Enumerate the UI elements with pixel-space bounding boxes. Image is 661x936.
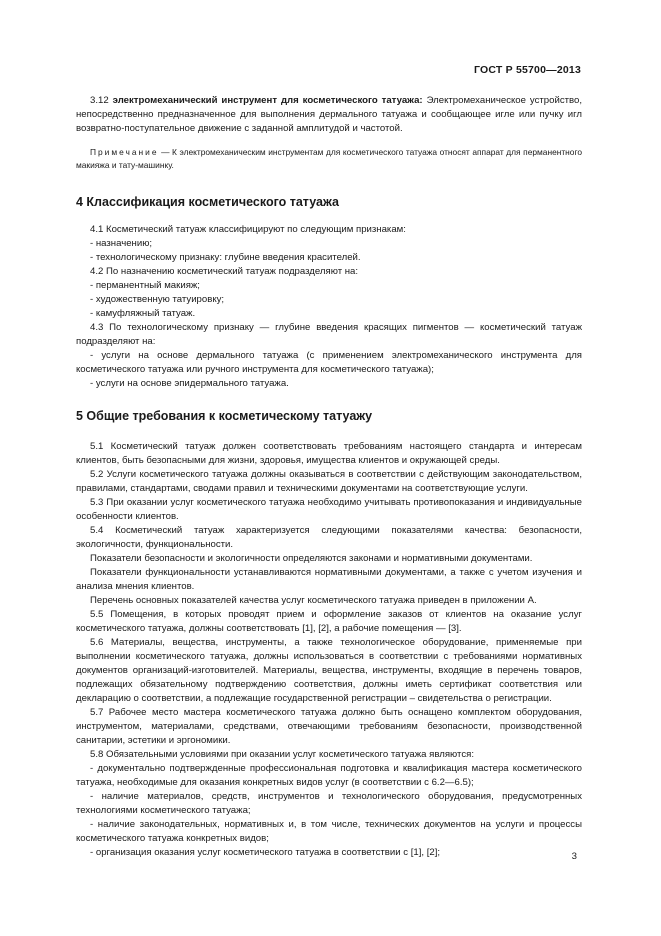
note-label: Примечание	[90, 147, 159, 157]
section-4-title: 4 Классификация косметического татуажа	[76, 195, 339, 209]
s5-para: 5.3 При оказании услуг косметического татуажа необходимо учитывать противопоказания и индивидуальные особенности клиентов.	[76, 497, 582, 522]
s4-line: 4.3 По технологическому признаку — глубине введения красящих пигментов — косметический татуаж подразделяют на:	[76, 322, 582, 347]
s5-para: 5.1 Косметический татуаж должен соответствовать требованиям настоящего стандарта и интересам клиентов, быть безопасными для жизни, здоровья, имущества клиентов и окружающей среды.	[76, 441, 582, 466]
s4-line: - назначению;	[90, 238, 153, 249]
clause-3-12	[76, 94, 582, 136]
s5-para: 5.7 Рабочее место мастера косметического татуажа должно быть оснащено комплектом оборудования, инструментом, материалами, средствами, отвечающими требованиям безопасности, производственной санитарии, эстетики и эргономики.	[76, 707, 582, 746]
s4-line: 4.2 По назначению косметический татуаж подразделяют на:	[90, 266, 359, 277]
s4-line: - художественную татуировку;	[90, 294, 225, 305]
s5-para: 5.2 Услуги косметического татуажа должны оказываться в соответствии с действующим законодательством, правилами, стандартами, сводами правил и техническими документами на соответствующие услуги.	[76, 469, 582, 494]
s5-para: - организация оказания услуг косметического татуажа в соответствии с [1], [2];	[90, 847, 441, 858]
term-bold: электромеханический инструмент для косметического татуажа:	[112, 95, 423, 106]
section-5-title: 5 Общие требования к косметическому татуажу	[76, 409, 373, 423]
s5-para: Показатели функциональности устанавливаются нормативными документами, а также с учетом изучения и анализа мнения клиентов.	[76, 567, 582, 592]
s5-para: 5.6 Материалы, вещества, инструменты, а также технологическое оборудование, применяемые при выполнении косметического татуажа, должны использоваться в соответствии с требованиями нормативных документов организаций-изготовителей. Материалы, вещества, инструменты, входящие в перечень товаров, подлежащих обязательному подтверждению соответствия, должны иметь сертификат соответствия или декларацию о соответствии, а подлежащие государственной регистрации – свидетельства о регистрации.	[76, 637, 582, 704]
s4-line: - камуфляжный татуаж.	[90, 308, 196, 319]
page-number: 3	[571, 851, 577, 862]
s4-line: 4.1 Косметический татуаж классифицируют по следующим признакам:	[90, 224, 406, 235]
s5-para: Показатели безопасности и экологичности определяются законами и нормативными документами.	[90, 553, 533, 564]
s4-line: - технологическому признаку: глубине введения красителей.	[90, 252, 361, 263]
term-definition: Электромеханическое устройство, непосредственно предназначенное для выполнения дермального татуажа и сообщающее игле или пучку игл возвратно-поступательное движение с заданной амплитудой и частотой.	[76, 95, 583, 134]
s5-para: - наличие материалов, средств, инструментов и технологического оборудования, предусмотренных технологиями косметического татуажа;	[76, 791, 582, 816]
s5-para: 5.8 Обязательными условиями при оказании услуг косметического татуажа являются:	[90, 749, 474, 760]
s4-line: - услуги на основе дермального татуажа (с применением электромеханического инструмента для косметического татуажа или ручного инструмента для косметического татуажа);	[76, 350, 582, 375]
page-content	[76, 94, 582, 860]
s5-para: - наличие законодательных, нормативных и, в том числе, технических документов на услуги и процессы косметического татуажа конкретных видов;	[76, 819, 582, 844]
s5-para: 5.4 Косметический татуаж характеризуется следующими показателями качества: безопасности, экологичности, функциональности.	[76, 525, 582, 550]
s5-para: - документально подтвержденные профессиональная подготовка и квалификация мастера косметического татуажа, необходимые для оказания конкретных видов услуг (в соответствии с 6.2—6.5);	[76, 763, 582, 788]
s4-line: - услуги на основе эпидермального татуажа.	[90, 378, 289, 389]
clause-number: 3.12	[90, 95, 109, 106]
note	[76, 146, 582, 171]
s5-para: Перечень основных показателей качества услуг косметического татуажа приведен в приложении А.	[90, 595, 537, 606]
s5-para: 5.5 Помещения, в которых проводят прием и оформление заказов от клиентов на оказание услуг косметического татуажа, должны соответствовать [1], [2], а рабочие помещения — [3].	[76, 609, 582, 634]
s4-line: - перманентный макияж;	[90, 280, 200, 291]
note-text: — К электромеханическим инструментам для косметического татуажа относят аппарат для перманентного макияжа и тату-машинку.	[76, 147, 582, 170]
standard-code-header: ГОСТ Р 55700—2013	[473, 64, 581, 76]
